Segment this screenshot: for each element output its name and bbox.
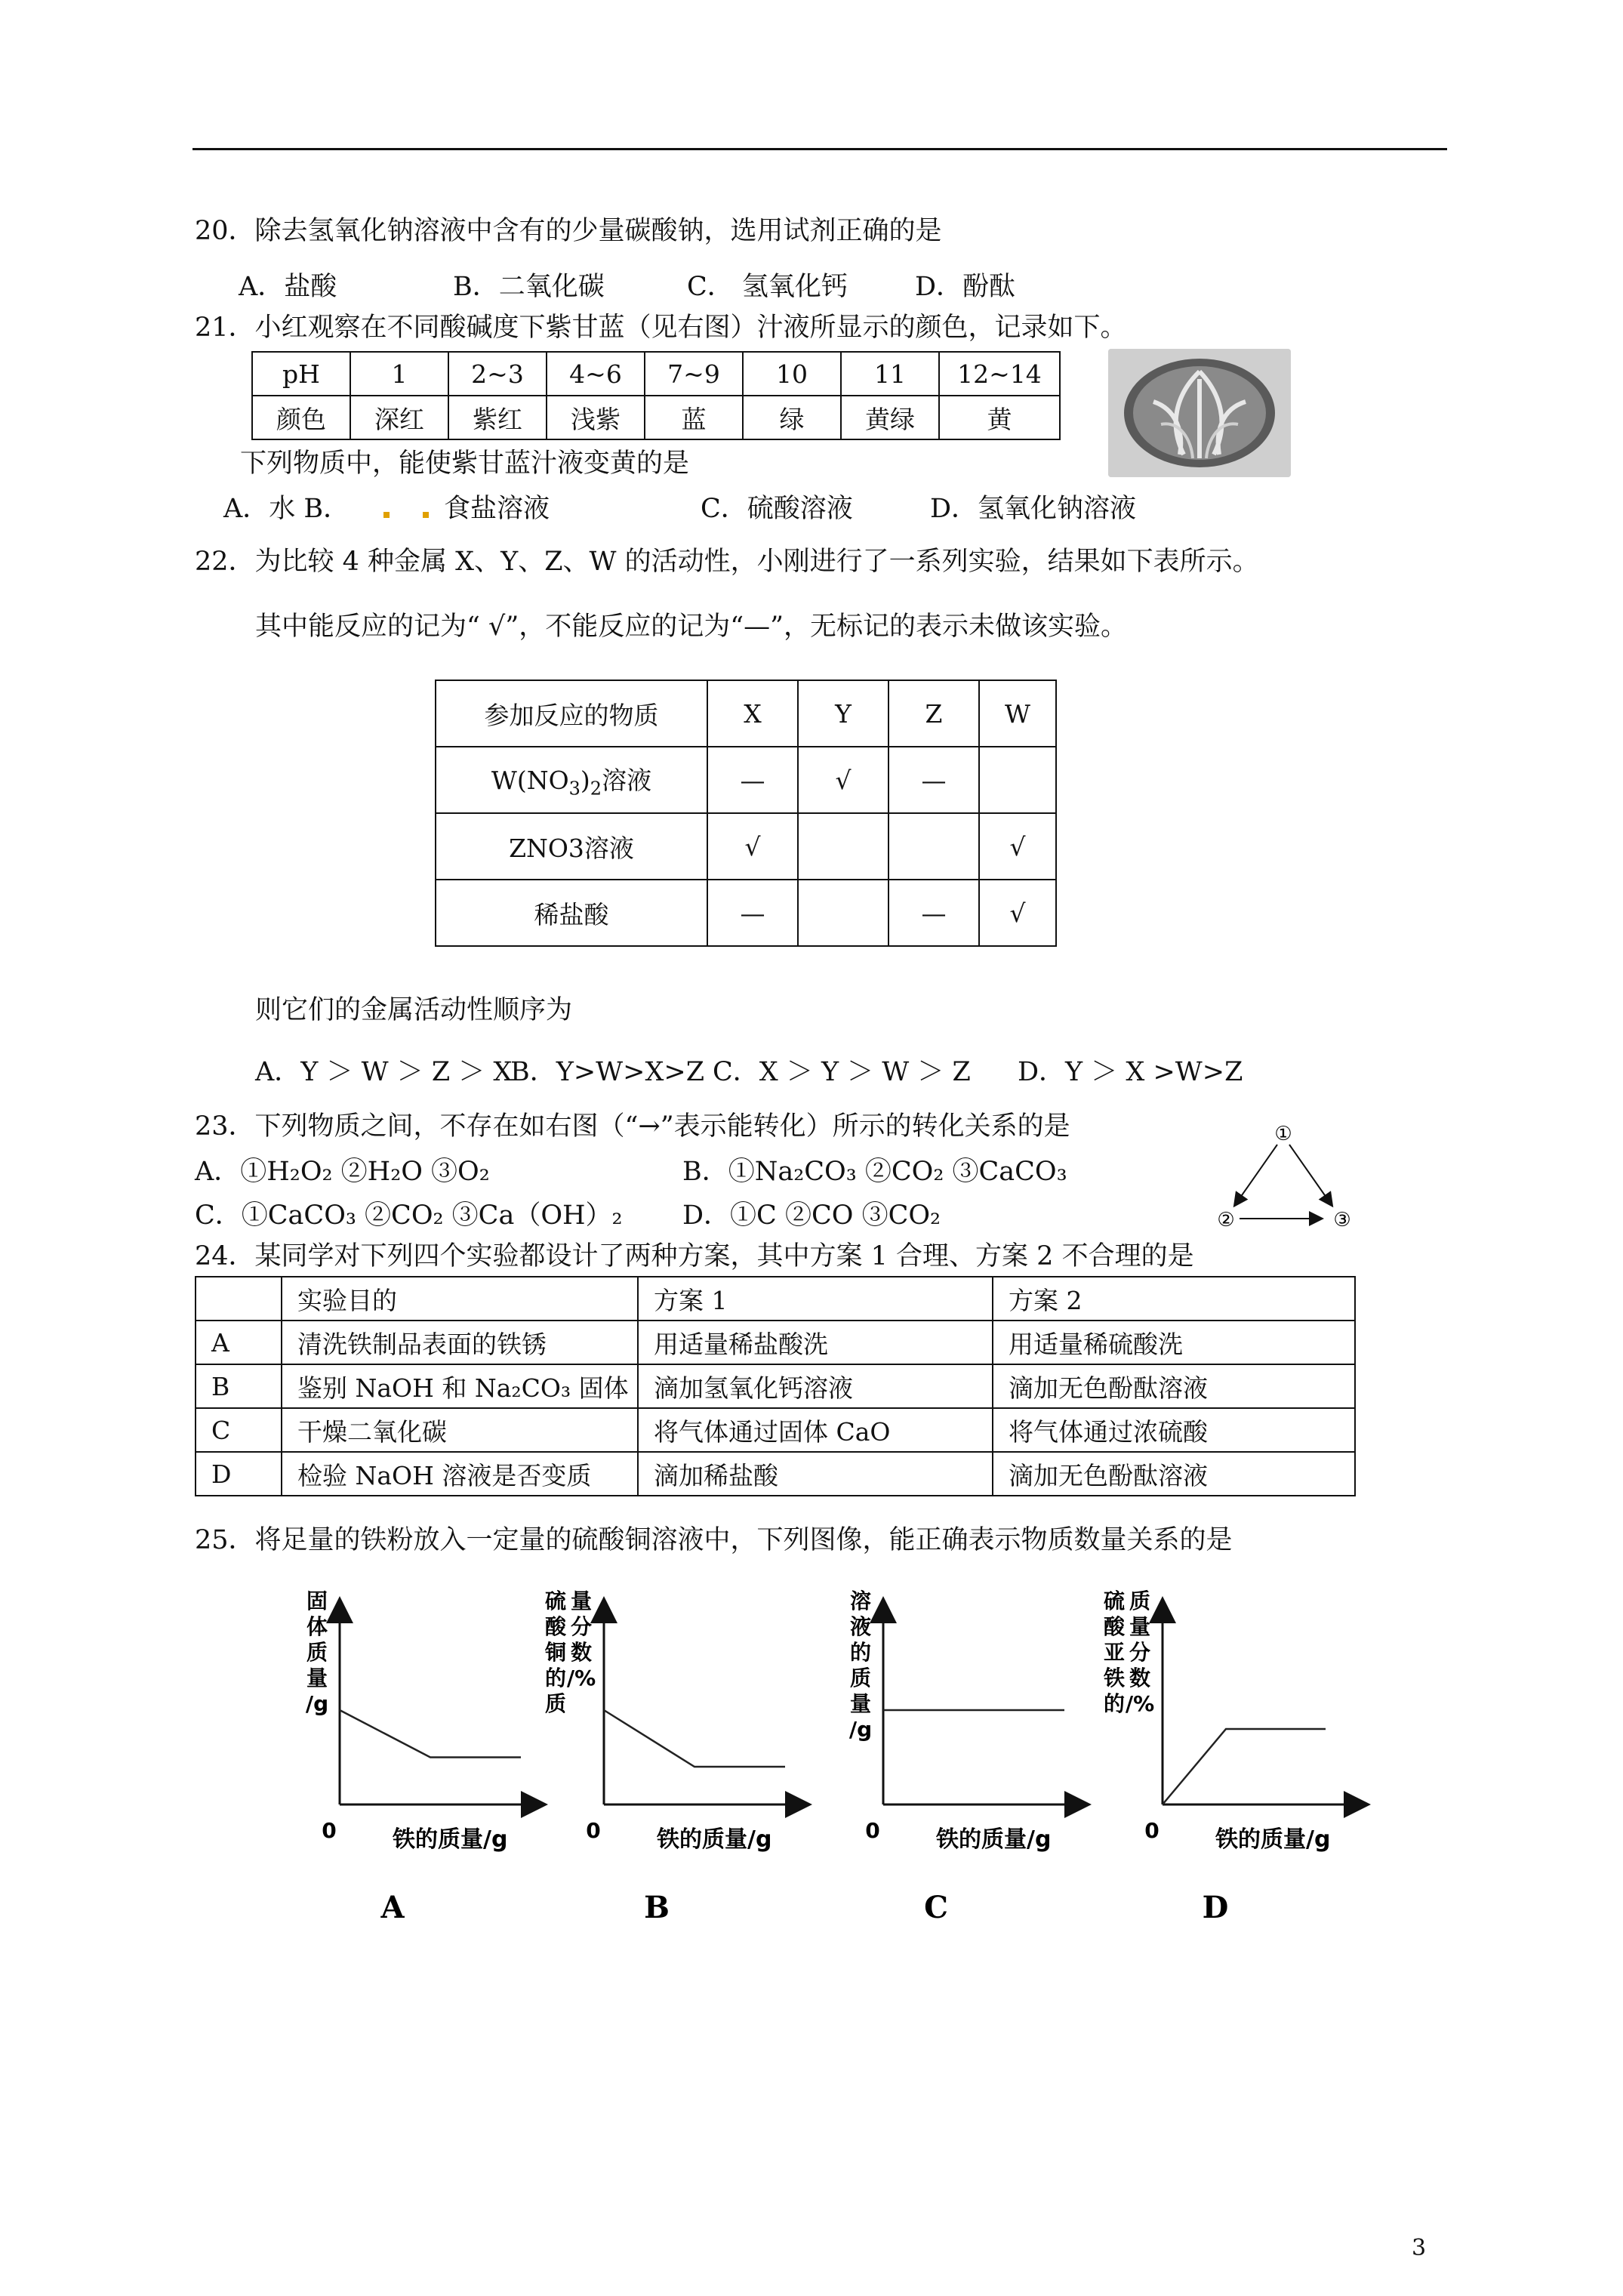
color-cell: 紫红 — [448, 396, 547, 439]
q24-stem: 24．某同学对下列四个实验都设计了两种方案，其中方案 1 合理、方案 2 不合理的是 — [195, 1241, 1194, 1271]
q23-option-d: D．①C ②CO ③CO₂ — [682, 1200, 941, 1231]
origin-label: 0 — [322, 1818, 337, 1843]
ph-cell: pH — [252, 352, 350, 396]
node-2-label: ② — [1217, 1209, 1235, 1231]
y-axis-label-char: 硫 — [1103, 1589, 1126, 1613]
origin-label: 0 — [865, 1818, 880, 1843]
formula-text: 溶液 — [602, 765, 652, 795]
y-axis-label-char: 铁 — [1103, 1666, 1126, 1690]
y-axis-label-char: 硫 — [544, 1589, 567, 1613]
header-rule — [192, 148, 1447, 150]
q22-option-b: B．Y>W>X>Z — [510, 1057, 705, 1087]
metal-table-header — [436, 680, 1056, 747]
q25-stem: 25．将足量的铁粉放入一定量的硫酸铜溶液中，下列图像，能正确表示物质数量关系的是 — [195, 1525, 1233, 1555]
q23-option-b: B．①Na₂CO₃ ②CO₂ ③CaCO₃ — [682, 1157, 1067, 1187]
result-cell: — — [888, 747, 979, 813]
result-cell — [979, 747, 1056, 813]
q21-question: 下列物质中，能使紫甘蓝汁液变黄的是 — [240, 448, 690, 479]
y-axis-label-char: 分 — [570, 1614, 593, 1639]
header-cell — [196, 1277, 282, 1321]
red-cabbage-photo — [1108, 349, 1291, 477]
formula-text: W(NO — [491, 765, 569, 795]
y-axis-label-char: 数 — [570, 1640, 593, 1665]
ph-row — [252, 352, 1060, 396]
ph-cell: 2~3 — [448, 352, 547, 396]
color-row — [252, 396, 1060, 439]
experiment-cell: D — [196, 1452, 282, 1496]
header-cell: Z — [888, 680, 979, 747]
q23-option-a: A．①H₂O₂ ②H₂O ③O₂ — [195, 1157, 490, 1187]
header-cell: W — [979, 680, 1056, 747]
y-axis-label-char: 质 — [1129, 1589, 1151, 1613]
y-axis-label-char: 酸 — [1103, 1614, 1126, 1639]
q22-conclusion: 则它们的金属活动性顺序为 — [255, 995, 573, 1025]
y-axis-label-char: /g — [305, 1691, 329, 1716]
y-axis-label-char: 分 — [1129, 1640, 1151, 1665]
origin-label: 0 — [1144, 1818, 1160, 1843]
graph-caption: C — [924, 1890, 948, 1925]
experiment-cell: 用适量稀盐酸洗 — [638, 1321, 993, 1364]
experiment-cell: 检验 NaOH 溶液是否变质 — [282, 1452, 638, 1496]
y-axis-label-char: 数 — [1129, 1666, 1151, 1690]
experiment-table — [195, 1276, 1356, 1496]
conversion-triangle-diagram — [1208, 1123, 1359, 1237]
result-cell — [888, 813, 979, 880]
q21-option-a: A．水 B． — [223, 494, 350, 524]
experiment-row — [196, 1452, 1355, 1496]
x-axis-label: 铁的质量/g — [1215, 1826, 1331, 1853]
color-cell: 浅紫 — [547, 396, 645, 439]
y-axis-label-char: /g — [848, 1717, 873, 1742]
experiment-cell: 干燥二氧化碳 — [282, 1408, 638, 1452]
ph-cell: 11 — [841, 352, 939, 396]
color-cell: 深红 — [350, 396, 448, 439]
ph-cell: 1 — [350, 352, 448, 396]
arrow-1-to-2 — [1235, 1145, 1277, 1205]
q21-option-c: C．硫酸溶液 — [701, 494, 853, 524]
experiment-cell: 滴加无色酚酞溶液 — [993, 1452, 1355, 1496]
q20-option-d: D．酚酞 — [915, 272, 1016, 302]
result-cell — [798, 880, 888, 946]
header-cell: 参加反应的物质 — [436, 680, 707, 747]
q20-option-b: B．二氧化碳 — [453, 272, 605, 302]
y-axis-label-char: 固 — [306, 1589, 328, 1613]
ph-cell: 12~14 — [939, 352, 1060, 396]
color-cell: 黄绿 — [841, 396, 939, 439]
experiment-cell: B — [196, 1364, 282, 1408]
y-axis-label-char: 体 — [306, 1614, 328, 1639]
y-axis-label-char: 溶 — [849, 1589, 872, 1613]
header-cell: 方案 2 — [993, 1277, 1355, 1321]
y-axis-label-char: 的 — [849, 1640, 872, 1665]
header-cell: 实验目的 — [282, 1277, 638, 1321]
ph-cell: 7~9 — [645, 352, 743, 396]
x-axis-label: 铁的质量/g — [936, 1826, 1052, 1853]
result-cell: √ — [798, 747, 888, 813]
header-cell: Y — [798, 680, 888, 747]
dot-mark — [423, 512, 429, 518]
y-axis-label-char: 的 — [544, 1666, 567, 1690]
q22-option-c: C．X ＞ Y ＞ W ＞ Z — [713, 1057, 971, 1087]
y-axis-label-char: /% — [1125, 1691, 1155, 1716]
reagent-cell: 稀盐酸 — [436, 880, 707, 946]
page-number: 3 — [1412, 2235, 1427, 2261]
experiment-cell: 清洗铁制品表面的铁锈 — [282, 1321, 638, 1364]
q21-option-d: D．氢氧化钠溶液 — [930, 494, 1137, 524]
experiment-cell: A — [196, 1321, 282, 1364]
series-line — [1163, 1729, 1326, 1804]
q25-graphs — [287, 1586, 1464, 1933]
arrow-1-to-3 — [1289, 1145, 1332, 1205]
experiment-cell: 鉴别 NaOH 和 Na₂CO₃ 固体 — [282, 1364, 638, 1408]
ph-color-table — [251, 351, 1061, 440]
q20-option-a: A．盐酸 — [239, 272, 337, 302]
y-axis-label-char: 质 — [544, 1691, 567, 1716]
color-cell: 颜色 — [252, 396, 350, 439]
series-line — [340, 1710, 521, 1758]
graph-caption: D — [1202, 1890, 1229, 1925]
y-axis-label-char: 液 — [849, 1614, 872, 1639]
y-axis-label-char: 量 — [570, 1589, 593, 1613]
reagent-cell: ZNO3溶液 — [436, 813, 707, 880]
q21-stem: 21．小红观察在不同酸碱度下紫甘蓝（见右图）汁液所显示的颜色，记录如下。 — [195, 313, 1127, 343]
q22-note: 其中能反应的记为“ √”，不能反应的记为“—”，无标记的表示未做该实验。 — [255, 612, 1128, 642]
color-cell: 绿 — [743, 396, 841, 439]
q20-option-c: C． 氢氧化钙 — [687, 272, 848, 302]
header-cell: 方案 1 — [638, 1277, 993, 1321]
experiment-cell: 滴加氢氧化钙溶液 — [638, 1364, 993, 1408]
formula-text: ) — [580, 765, 590, 795]
y-axis-label-char: 量 — [1129, 1614, 1151, 1639]
y-axis-label-char: 质 — [306, 1640, 328, 1665]
ph-cell: 10 — [743, 352, 841, 396]
metal-activity-table — [435, 680, 1057, 947]
experiment-cell: 用适量稀硫酸洗 — [993, 1321, 1355, 1364]
header-cell: X — [707, 680, 798, 747]
metal-table-row — [436, 747, 1056, 813]
node-3-label: ③ — [1333, 1209, 1351, 1231]
experiment-row — [196, 1364, 1355, 1408]
q22-option-d: D．Y ＞ X >W>Z — [1018, 1057, 1243, 1087]
y-axis-label-char: 量 — [306, 1666, 328, 1690]
ph-cell: 4~6 — [547, 352, 645, 396]
experiment-cell: 将气体通过固体 CaO — [638, 1408, 993, 1452]
q23-option-c: C．①CaCO₃ ②CO₂ ③Ca（OH）₂ — [195, 1200, 623, 1231]
y-axis-label-char: 铜 — [544, 1640, 567, 1665]
q22-option-a: A．Y ＞ W ＞ Z ＞ X — [255, 1057, 513, 1087]
result-cell — [798, 813, 888, 880]
result-cell: √ — [707, 813, 798, 880]
node-1-label: ① — [1274, 1123, 1292, 1145]
experiment-cell: 将气体通过浓硫酸 — [993, 1408, 1355, 1452]
result-cell: √ — [979, 813, 1056, 880]
x-axis-label: 铁的质量/g — [393, 1826, 508, 1853]
metal-table-row — [436, 813, 1056, 880]
q23-stem: 23．下列物质之间，不存在如右图（“→”表示能转化）所示的转化关系的是 — [195, 1111, 1070, 1142]
experiment-row — [196, 1408, 1355, 1452]
x-axis-label: 铁的质量/g — [657, 1826, 772, 1853]
formula-sub: 2 — [590, 778, 602, 800]
experiment-cell: 滴加稀盐酸 — [638, 1452, 993, 1496]
experiment-cell: C — [196, 1408, 282, 1452]
formula-sub: 3 — [568, 778, 581, 800]
result-cell: — — [707, 880, 798, 946]
y-axis-label-char: 的 — [1103, 1691, 1126, 1716]
origin-label: 0 — [586, 1818, 601, 1843]
y-axis-label-char: /% — [566, 1666, 596, 1690]
y-axis-label-char: 亚 — [1103, 1640, 1126, 1665]
experiment-cell: 滴加无色酚酞溶液 — [993, 1364, 1355, 1408]
y-axis-label-char: 量 — [849, 1691, 872, 1716]
dot-mark — [383, 512, 390, 518]
result-cell: — — [888, 880, 979, 946]
graph-caption: A — [380, 1890, 405, 1925]
color-cell: 黄 — [939, 396, 1060, 439]
graph-caption: B — [644, 1890, 670, 1925]
y-axis-label-char: 酸 — [544, 1614, 567, 1639]
color-cell: 蓝 — [645, 396, 743, 439]
metal-table-row — [436, 880, 1056, 946]
reagent-cell — [436, 747, 707, 813]
q22-stem: 22．为比较 4 种金属 X、Y、Z、W 的活动性，小刚进行了一系列实验，结果如下表所示。 — [195, 547, 1259, 577]
experiment-row — [196, 1321, 1355, 1364]
experiment-header — [196, 1277, 1355, 1321]
series-line — [604, 1710, 785, 1767]
q21-option-b: 食盐溶液 — [444, 494, 550, 524]
result-cell: √ — [979, 880, 1056, 946]
result-cell: — — [707, 747, 798, 813]
q20-stem: 20．除去氢氧化钠溶液中含有的少量碳酸钠，选用试剂正确的是 — [195, 216, 942, 246]
y-axis-label-char: 质 — [849, 1666, 872, 1690]
